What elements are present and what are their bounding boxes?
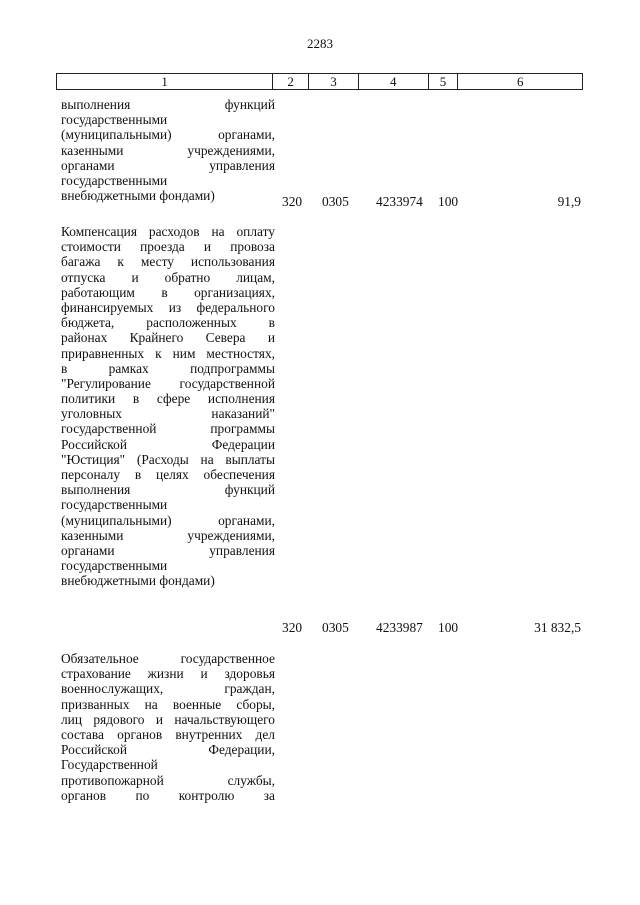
description-line: внебюджетными фондами) [61,573,215,589]
expense-type-code: 100 [438,194,459,209]
description-line: Компенсация расходов на оплату [61,224,275,239]
description-line: органов по контролю за [61,787,275,803]
description-line: противопожарной службы, [61,772,275,788]
description-line: финансируемых из федерального [61,299,275,315]
description-line: (муниципальными) органами, [61,127,275,143]
description-line: багажа к месту использования [61,254,275,270]
amount: 91,9 [557,194,581,209]
amount: 31 832,5 [534,620,581,635]
expense-type-code: 100 [438,620,459,635]
section-code: 0305 [322,194,349,209]
grbs-code: 320 [282,194,303,209]
description-line: государственными [61,558,168,574]
target-article-code: 4233987 [376,620,423,635]
description-line: государственной программы [61,421,275,437]
description-line: состава органов внутренних дел [61,726,275,742]
description-line: выполнения функций [61,482,275,498]
table-header [56,73,583,90]
description-line: Обязательное государственное [61,651,275,666]
description-line: стоимости проезда и провоза [61,239,275,255]
row-description [61,97,275,203]
row-description [61,651,275,803]
description-line: отпуска и обратно лицам, [61,269,275,285]
header-col-6: 6 [516,74,524,89]
description-line: персоналу в целях обеспечения [61,467,275,482]
description-line: органами управления [61,542,275,558]
description-line: в рамках подпрограммы [61,360,275,376]
description-line: государственными [61,497,168,513]
description-line: Российской Федерации, [61,742,275,758]
target-article-code: 4233974 [376,194,423,209]
description-line: страхование жизни и здоровья [61,666,275,682]
description-line: (муниципальными) органами, [61,512,275,528]
description-line: приравненных к ним местностях, [61,345,275,361]
section-code: 0305 [322,620,349,635]
description-line: Российской Федерации [61,436,275,452]
description-line: лиц рядового и начальствующего [61,711,275,727]
description-line: "Юстиция" (Расходы на выплаты [61,451,275,467]
description-line: казенными учреждениями, [61,142,275,158]
description-line: бюджета, расположенных в [61,315,275,331]
grbs-code: 320 [282,620,303,635]
description-line: внебюджетными фондами) [61,188,215,204]
description-line: выполнения функций [61,97,275,112]
description-line: районах Крайнего Севера и [61,330,275,346]
description-line: государственными [61,172,168,188]
row-description [61,224,275,589]
description-line: Государственной [61,757,158,773]
description-line: "Регулирование государственной [61,375,275,391]
description-line: государственными [61,112,168,128]
header-col-4: 4 [359,74,429,89]
description-line: политики в сфере исполнения [61,391,275,407]
header-col-5: 5 [429,74,459,89]
description-line: казенными учреждениями, [61,527,275,543]
description-line: военнослужащих, граждан, [61,681,275,697]
page-number: 2283 [307,36,333,51]
description-line: работающим в организациях, [61,284,275,300]
description-line: призванных на военные сборы, [61,696,275,712]
description-line: уголовных наказаний" [61,406,275,422]
description-line: органами управления [61,157,275,173]
header-col-2: 2 [273,74,309,89]
header-col-1: 1 [57,74,273,89]
header-col-3: 3 [309,74,359,89]
